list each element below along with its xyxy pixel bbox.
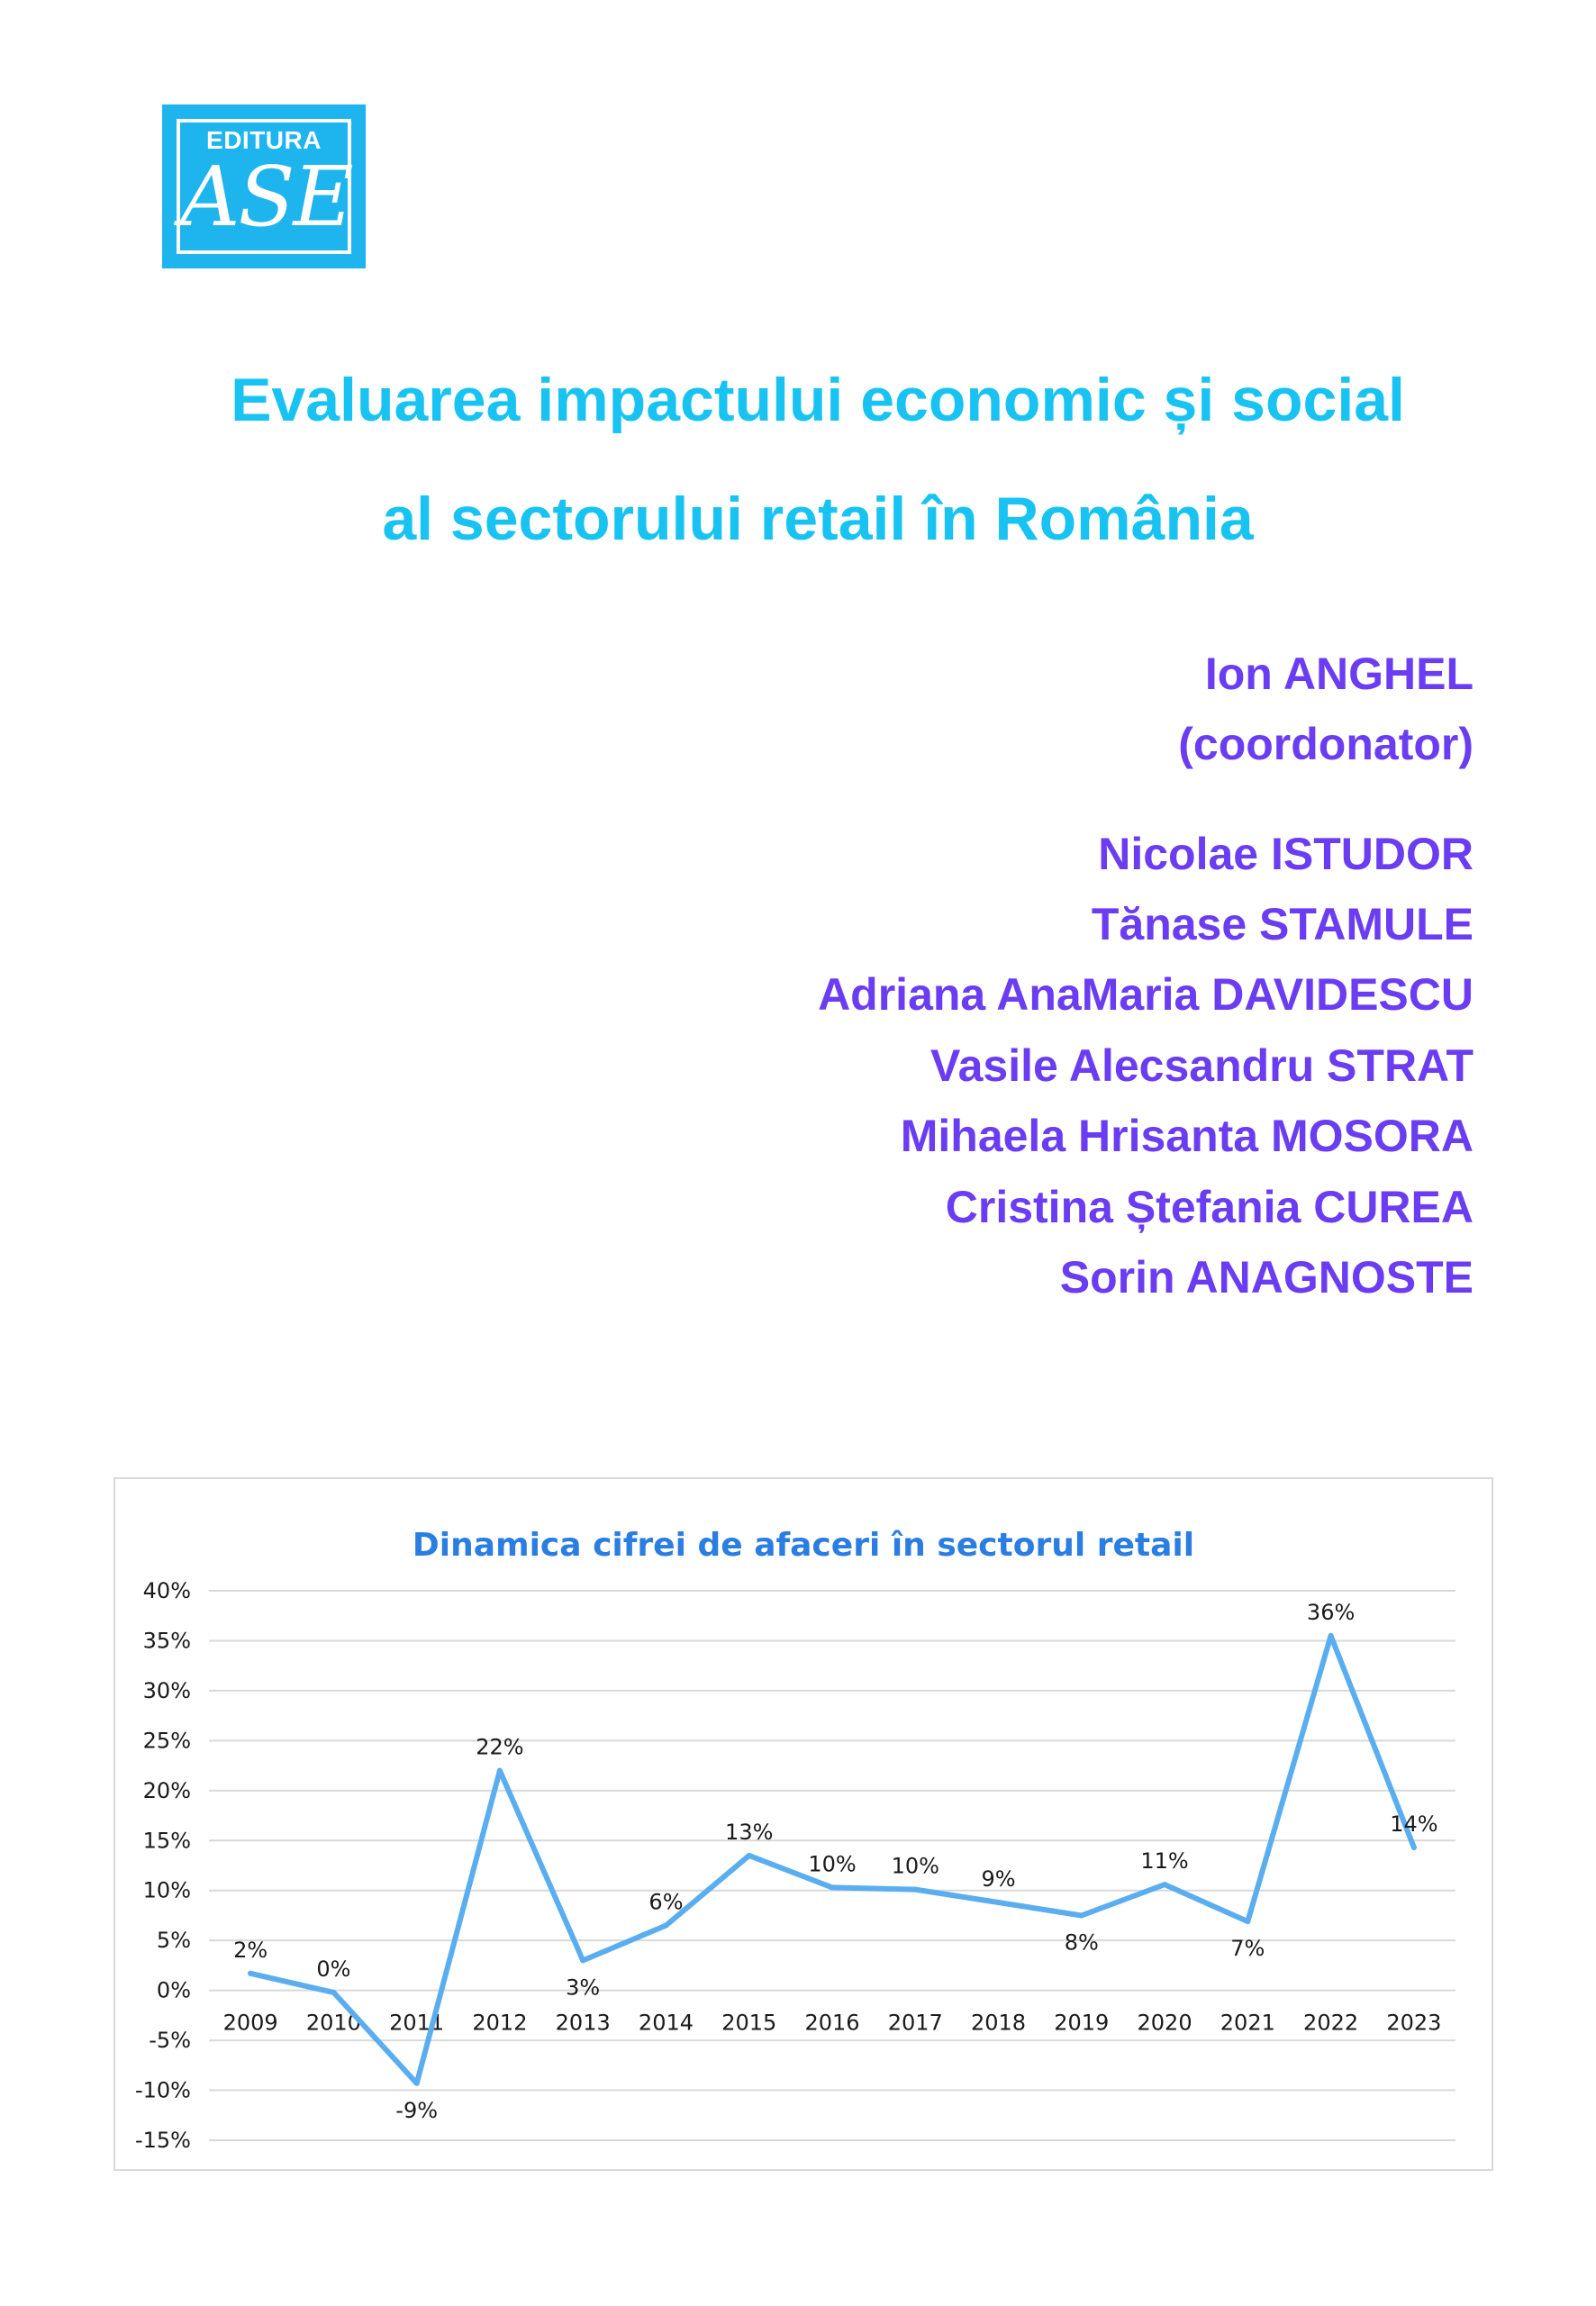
x-category-label: 2018 (970, 2010, 1027, 2036)
y-tick-label: 35% (142, 1628, 191, 1654)
x-category-label: 2009 (222, 2010, 278, 2036)
author-name: Adriana AnaMaria DAVIDESCU (818, 969, 1474, 1020)
data-label: 13% (725, 1819, 774, 1845)
logo-top-text: EDITURA (206, 126, 322, 154)
y-axis-tick-labels (135, 1578, 191, 2153)
data-label: 2% (233, 1937, 268, 1963)
y-tick-label: 0% (156, 1977, 191, 2003)
logo-main-text: ASE (180, 149, 352, 245)
y-tick-label: 40% (142, 1578, 191, 1603)
data-label: 7% (1230, 1936, 1265, 1962)
data-point (331, 1990, 336, 1995)
author-name: Nicolae ISTUDOR (1098, 829, 1474, 879)
x-category-label: 2023 (1386, 2010, 1442, 2036)
y-tick-label: -10% (134, 2077, 191, 2103)
data-point (1411, 1845, 1417, 1850)
data-label: 6% (648, 1889, 684, 1915)
data-label: -9% (395, 2097, 439, 2123)
x-category-label: 2011 (389, 2010, 445, 2036)
data-point (996, 1900, 1002, 1905)
data-label: 0% (316, 1956, 351, 1982)
x-category-label: 2021 (1220, 2010, 1275, 2036)
data-labels (233, 1600, 1437, 2123)
data-label: 22% (476, 1734, 524, 1760)
data-point (414, 2081, 420, 2086)
x-category-label: 2010 (305, 2010, 361, 2036)
y-tick-label: 15% (142, 1828, 191, 1854)
author-name: Cristina Ștefania CUREA (945, 1182, 1474, 1232)
coordinator-role: (coordonator) (1178, 719, 1474, 769)
data-point (663, 1923, 668, 1929)
chart-container (113, 1477, 1493, 2171)
data-label: 11% (1140, 1848, 1189, 1875)
y-tick-label: 10% (142, 1877, 191, 1903)
x-category-label: 2017 (887, 2010, 943, 2036)
data-point (1162, 1882, 1167, 1887)
y-tick-label: 30% (142, 1677, 191, 1703)
y-tick-label: 20% (142, 1777, 191, 1803)
data-point (497, 1768, 503, 1774)
y-tick-label: 5% (156, 1928, 191, 1954)
data-point (830, 1884, 835, 1890)
data-label: 3% (566, 1975, 601, 2001)
y-tick-label: -15% (134, 2128, 191, 2153)
x-category-label: 2020 (1137, 2010, 1192, 2036)
x-category-label: 2015 (721, 2010, 777, 2036)
x-category-label: 2019 (1054, 2010, 1110, 2036)
x-category-label: 2014 (638, 2010, 694, 2036)
author-name: Vasile Alecsandru STRAT (930, 1040, 1474, 1091)
y-tick-label: -5% (149, 2028, 191, 2054)
chart-title: Dinamica cifrei de afaceri în sectorul retail (412, 1527, 1195, 1564)
logo-border (177, 119, 351, 254)
x-category-label: 2013 (555, 2010, 611, 2036)
data-label: 8% (1064, 1929, 1099, 1956)
x-category-label: 2022 (1303, 2010, 1359, 2036)
author-name: Tănase STAMULE (1091, 899, 1474, 949)
data-point (747, 1853, 752, 1858)
author-name: Mihaela Hrisanta MOSORA (900, 1111, 1474, 1161)
x-axis-category-labels (223, 2011, 1442, 2036)
data-label: 10% (808, 1851, 857, 1877)
data-point (580, 1957, 585, 1963)
book-title-line-1: Evaluarea impactului economic și social (231, 366, 1405, 434)
data-label: 10% (891, 1853, 939, 1879)
data-label: 9% (981, 1866, 1016, 1893)
data-point (1079, 1912, 1084, 1918)
data-point (1245, 1919, 1250, 1924)
line-chart (115, 1479, 1492, 2169)
book-title-line-2: al sectorului retail în România (382, 485, 1254, 553)
y-tick-label: 25% (142, 1728, 191, 1754)
publisher-logo (162, 104, 366, 268)
x-category-label: 2016 (804, 2010, 860, 2036)
data-label: 36% (1306, 1599, 1356, 1625)
data-point (248, 1971, 253, 1976)
data-point (912, 1887, 918, 1893)
author-name: Sorin ANAGNOSTE (1059, 1252, 1474, 1303)
data-label: 14% (1390, 1811, 1438, 1838)
coordinator-name: Ion ANGHEL (1204, 649, 1474, 699)
data-point (1328, 1633, 1334, 1639)
x-category-label: 2012 (472, 2010, 528, 2036)
